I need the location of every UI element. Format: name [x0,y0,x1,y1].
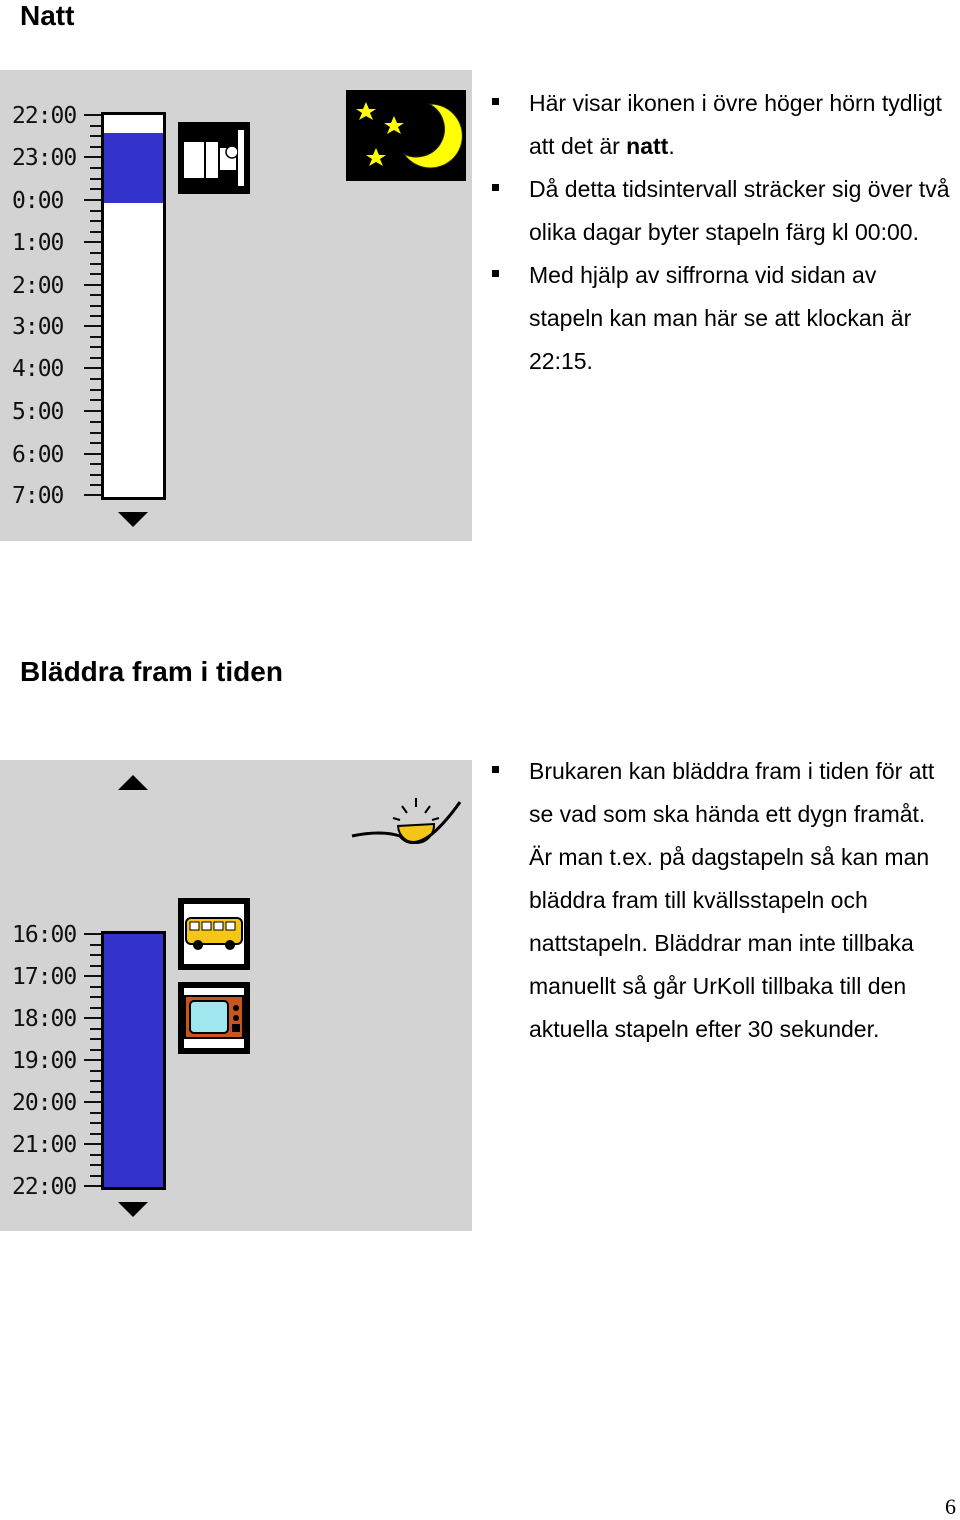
time-label: 20:00 [12,1090,77,1116]
hour-tick [84,1101,102,1103]
bus-icon [178,898,250,970]
time-label: 22:00 [12,1174,77,1200]
bullet-text: Här visar ikonen i övre höger hörn tydligt att det är [529,90,942,159]
list-item [492,168,952,254]
time-label: 16:00 [12,922,77,948]
hour-tick [84,410,102,412]
bullet-text: Brukaren kan bläddra fram i tiden för att se vad som ska hända ett dygn framåt. Är man t.ex. på dagstapeln så kan man bläddra fram till kvällsstapeln och nattstapeln. Bläddrar man inte tillbaka manuellt så går UrKoll tillbaka till den aktuella stapeln efter 30 sekunder. [529,758,935,1042]
bullet-bold-text: natt [626,133,669,159]
up-arrow-icon[interactable] [118,775,148,790]
night-sky-icon [346,90,466,181]
down-arrow-icon[interactable] [118,512,148,527]
time-label: 6:00 [12,442,64,468]
time-label: 3:00 [12,314,64,340]
tv-icon [178,982,250,1054]
list-item [492,82,952,168]
time-label: 23:00 [12,145,77,171]
hour-tick [84,367,102,369]
hour-tick [84,1143,102,1145]
hour-tick [84,325,102,327]
time-label: 2:00 [12,273,64,299]
time-label: 0:00 [12,188,64,214]
bed-icon [178,122,250,194]
hour-tick [84,933,102,935]
page-number: 6 [945,1494,956,1519]
day-schedule-panel [0,760,472,1231]
browse-description-list [492,750,952,1051]
time-label: 7:00 [12,483,64,509]
bullet-text: Då detta tidsintervall sträcker sig över två olika dagar byter stapeln färg kl 00:00. [529,176,950,245]
hour-tick [84,284,102,286]
hour-tick [84,199,102,201]
hour-tick [84,241,102,243]
night-schedule-panel [0,70,472,541]
hour-tick [84,975,102,977]
day-time-bar [101,931,166,1190]
night-time-bar [101,112,166,500]
time-scale [0,70,110,541]
time-label: 5:00 [12,399,64,425]
time-label: 18:00 [12,1006,77,1032]
time-label: 21:00 [12,1132,77,1158]
time-label: 4:00 [12,356,64,382]
down-arrow-icon[interactable] [118,1202,148,1217]
time-label: 1:00 [12,230,64,256]
section-heading-natt: Natt [20,0,75,31]
section-heading-browse: Bläddra fram i tiden [20,656,283,687]
hour-tick [84,156,102,158]
elapsed-fill [104,133,163,203]
hour-tick [84,1017,102,1019]
time-label: 22:00 [12,103,77,129]
time-label: 17:00 [12,964,77,990]
hour-tick [84,1059,102,1061]
list-item [492,750,952,1051]
time-label: 19:00 [12,1048,77,1074]
time-scale [0,760,110,1231]
hour-tick [84,453,102,455]
sunrise-icon [350,796,462,854]
bullet-text: . [668,133,675,159]
hour-tick [84,1185,102,1187]
night-description-list [492,82,952,383]
hour-tick [84,494,102,496]
hour-tick [84,114,102,116]
list-item [492,254,952,383]
bullet-text: Med hjälp av siffrorna vid sidan av stapeln kan man här se att klockan är 22:15. [529,262,912,374]
